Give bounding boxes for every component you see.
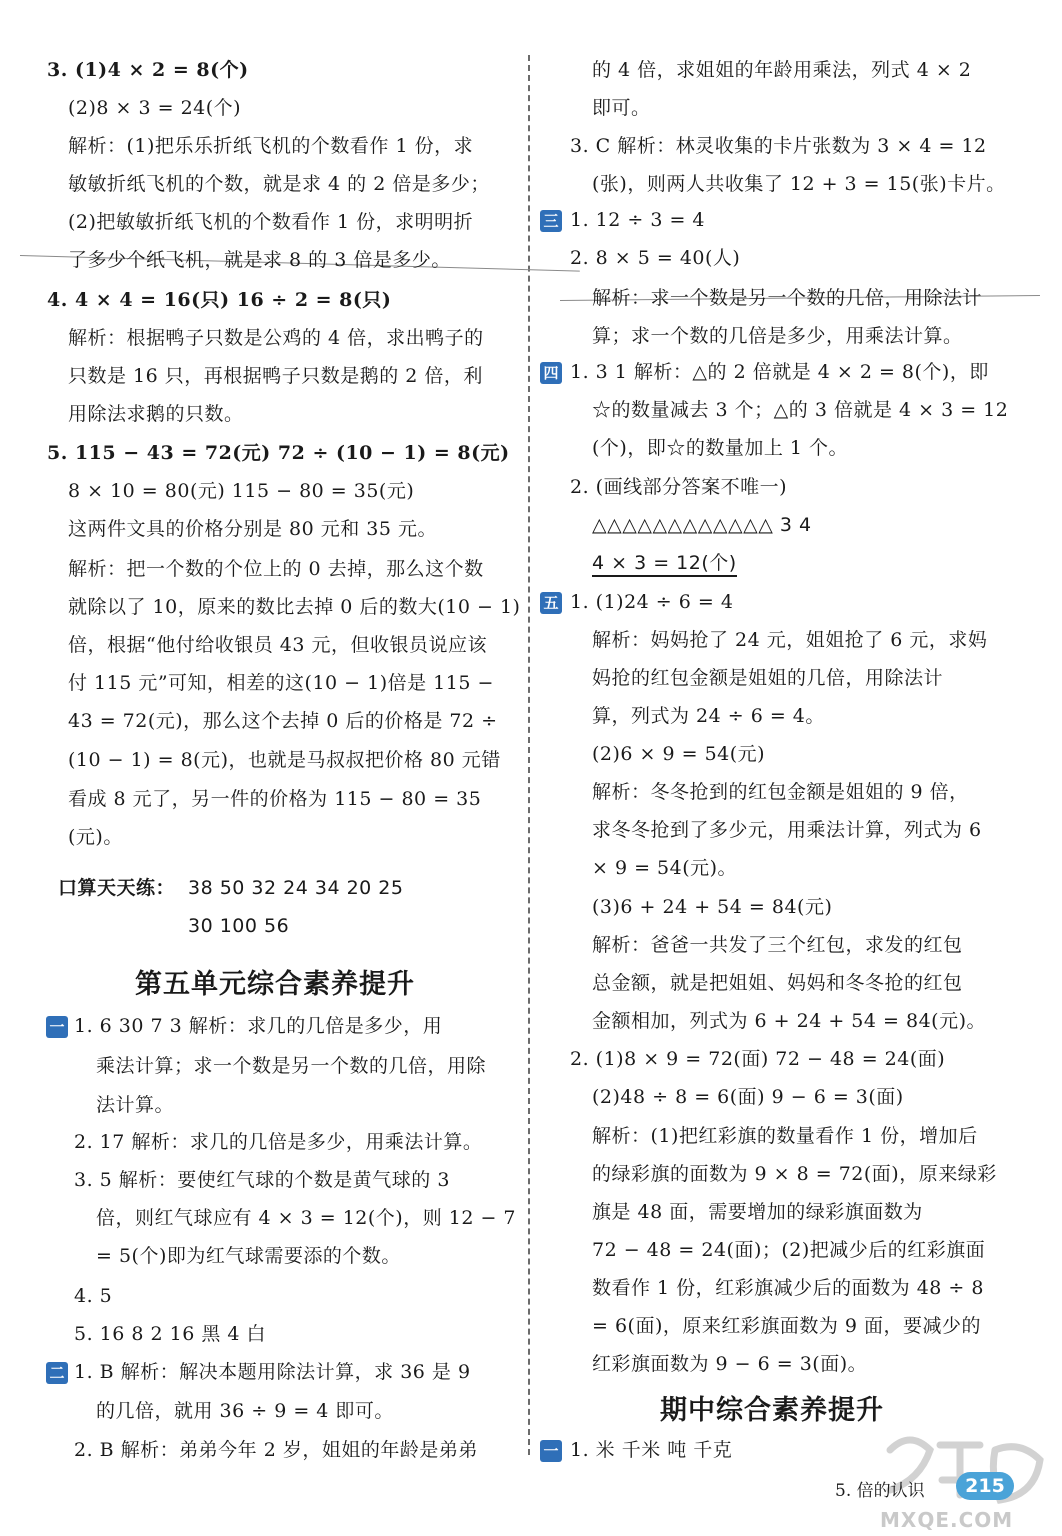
analysis-line: 的几倍，就用 36 ÷ 9 = 4 即可。 xyxy=(96,1400,394,1422)
analysis-line: 了多少个纸飞机，就是求 8 的 3 倍是多少。 xyxy=(68,249,451,271)
analysis-line: 的绿彩旗的面数为 9 × 8 = 72(面)，原来绿彩 xyxy=(592,1163,997,1185)
answer-line: (2)6 × 9 = 54(元) xyxy=(592,743,766,765)
answer-line: 5. 115 − 43 = 72(元) 72 ÷ (10 − 1) = 8(元) xyxy=(47,442,510,464)
analysis-line: (个)，即☆的数量加上 1 个。 xyxy=(592,437,848,459)
triangle-row: △△△△△△△△△△△△ 3 4 xyxy=(592,514,812,536)
analysis-line: 妈抢的红包金额是姐姐的几倍，用除法计 xyxy=(592,667,944,689)
analysis-line: 求冬冬抢到了多少元，用乘法计算，列式为 6 xyxy=(592,819,982,841)
answer-line: 1. 12 ÷ 3 = 4 xyxy=(570,209,706,231)
section-heading: 期中综合素养提升 xyxy=(660,1395,884,1426)
analysis-line: 金额相加，列式为 6 + 24 + 54 = 84(元)。 xyxy=(592,1010,986,1032)
analysis-line: 的 4 倍，求姐姐的年龄用乘法，列式 4 × 2 xyxy=(592,59,972,81)
answer-line: 这两件文具的价格分别是 80 元和 35 元。 xyxy=(68,518,438,540)
section-badge: 五 xyxy=(540,592,562,614)
analysis-line: 43 = 72(元)，那么这个去掉 0 后的价格是 72 ÷ xyxy=(68,710,498,732)
answer-line: 4. 4 × 4 = 16(只) 16 ÷ 2 = 8(只) xyxy=(47,289,392,311)
analysis-line: 就除以了 10，原来的数比去掉 0 后的数大(10 − 1) xyxy=(68,596,521,618)
underlined-answer-text: 4 × 3 = 12(个) xyxy=(592,552,737,577)
analysis-line: 付 115 元”可知，相差的这(10 − 1)倍是 115 − xyxy=(68,672,494,694)
analysis-line: (10 − 1) = 8(元)，也就是马叔叔把价格 80 元错 xyxy=(68,749,501,771)
answer-line: 2. 17 解析：求几的几倍是多少，用乘法计算。 xyxy=(74,1131,483,1153)
analysis-line: 乘法计算；求一个数是另一个数的几倍，用除 xyxy=(96,1055,487,1077)
underlined-answer xyxy=(592,551,737,575)
analysis-line: 数看作 1 份，红彩旗减少后的面数为 48 ÷ 8 xyxy=(592,1277,984,1299)
answer-line: 2. (画线部分答案不唯一) xyxy=(570,476,787,498)
answer-line: 8 × 10 = 80(元) 115 − 80 = 35(元) xyxy=(68,480,415,502)
analysis-line: 算，列式为 24 ÷ 6 = 4。 xyxy=(592,705,825,727)
answer-line: 3. C 解析：林灵收集的卡片张数为 3 × 4 = 12 xyxy=(570,135,987,157)
analysis-line: 解析：冬冬抢到的红包金额是姐姐的 9 倍， xyxy=(592,781,969,803)
analysis-line: 敏敏折纸飞机的个数，就是求 4 的 2 倍是多少； xyxy=(68,173,490,195)
answer-line: 1. 米 千米 吨 千克 xyxy=(570,1439,733,1461)
section-badge: 一 xyxy=(540,1440,562,1462)
analysis-line: 看成 8 元了，另一件的价格为 115 − 80 = 35 xyxy=(68,788,482,810)
answer-line: 1. 3 1 解析：△的 2 倍就是 4 × 2 = 8(个)，即 xyxy=(570,361,989,383)
answer-line: 5. 16 8 2 16 黑 4 白 xyxy=(74,1323,267,1345)
analysis-line: (元)。 xyxy=(68,826,123,848)
analysis-line: 红彩旗面数为 9 − 6 = 3(面)。 xyxy=(592,1353,868,1375)
section-badge: 三 xyxy=(540,210,562,232)
analysis-line: 即可。 xyxy=(592,97,651,119)
analysis-line: 旗是 48 面，需要增加的绿彩旗面数为 xyxy=(592,1201,923,1223)
kousuan-label: 口算天天练： xyxy=(58,877,176,899)
analysis-line: 法计算。 xyxy=(96,1094,175,1116)
analysis-line: (2)把敏敏折纸飞机的个数看作 1 份，求明明折 xyxy=(68,211,474,233)
kousuan-row: 38 50 32 24 34 20 25 xyxy=(188,877,404,899)
section-badge: 四 xyxy=(540,362,562,384)
answer-line: 2. B 解析：弟弟今年 2 岁，姐姐的年龄是弟弟 xyxy=(74,1439,478,1461)
watermark-text: MXQE.COM xyxy=(880,1508,1014,1532)
column-divider xyxy=(528,55,530,1455)
answer-line: 2. 8 × 5 = 40(人) xyxy=(570,247,741,269)
answer-line: 4. 5 xyxy=(74,1285,113,1307)
analysis-line: 倍，则红气球应有 4 × 3 = 12(个)，则 12 − 7 xyxy=(96,1207,517,1229)
chapter-title: 5. 倍的认识 xyxy=(835,1481,925,1501)
analysis-line: 解析：根据鸭子只数是公鸡的 4 倍，求出鸭子的 xyxy=(68,327,484,349)
answer-line: 1. (1)24 ÷ 6 = 4 xyxy=(570,591,734,613)
analysis-line: 解析：爸爸一共发了三个红包，求发的红包 xyxy=(592,934,963,956)
section-badge: 二 xyxy=(46,1362,68,1384)
section-badge: 一 xyxy=(46,1016,68,1038)
answer-line: (2)8 × 3 = 24(个) xyxy=(68,97,242,119)
analysis-line: 解析：妈妈抢了 24 元，姐姐抢了 6 元，求妈 xyxy=(592,629,988,651)
analysis-line: 解析：求一个数是另一个数的几倍，用除法计 xyxy=(592,287,983,309)
analysis-line: 倍，根据“他付给收银员 43 元，但收银员说应该 xyxy=(68,634,487,656)
analysis-line: 解析：把一个数的个位上的 0 去掉，那么这个数 xyxy=(68,558,484,580)
analysis-line: 用除法求鹅的只数。 xyxy=(68,403,244,425)
analysis-line: = 5(个)即为红气球需要添的个数。 xyxy=(96,1245,401,1267)
analysis-line: ☆的数量减去 3 个；△的 3 倍就是 4 × 3 = 12 xyxy=(592,399,1009,421)
page-number: 215 xyxy=(956,1472,1014,1500)
kousuan-row: 30 100 56 xyxy=(188,915,290,937)
answer-line: 1. 6 30 7 3 解析：求几的几倍是多少，用 xyxy=(74,1015,443,1037)
analysis-line: 只数是 16 只，再根据鸭子只数是鹅的 2 倍，利 xyxy=(68,365,483,387)
analysis-line: 总金额，就是把姐姐、妈妈和冬冬抢的红包 xyxy=(592,972,963,994)
answer-line: (2)48 ÷ 8 = 6(面) 9 − 6 = 3(面) xyxy=(592,1086,904,1108)
section-heading: 第五单元综合素养提升 xyxy=(135,969,415,1000)
answer-line: 3. (1)4 × 2 = 8(个) xyxy=(47,59,249,81)
answer-line: 3. 5 解析：要使红气球的个数是黄气球的 3 xyxy=(74,1169,450,1191)
analysis-line: × 9 = 54(元)。 xyxy=(592,857,738,879)
answer-line: (3)6 + 24 + 54 = 84(元) xyxy=(592,896,833,918)
analysis-line: 解析：(1)把红彩旗的数量看作 1 份，增加后 xyxy=(592,1125,978,1147)
analysis-line: 72 − 48 = 24(面)；(2)把减少后的红彩旗面 xyxy=(592,1239,986,1261)
analysis-line: 解析：(1)把乐乐折纸飞机的个数看作 1 份，求 xyxy=(68,135,474,157)
analysis-line: = 6(面)，原来红彩旗面数为 9 面，要减少的 xyxy=(592,1315,982,1337)
analysis-line: 算；求一个数的几倍是多少，用乘法计算。 xyxy=(592,325,963,347)
analysis-line: (张)，则两人共收集了 12 + 3 = 15(张)卡片。 xyxy=(592,173,1006,195)
answer-line: 2. (1)8 × 9 = 72(面) 72 − 48 = 24(面) xyxy=(570,1048,946,1070)
answer-line: 1. B 解析：解决本题用除法计算，求 36 是 9 xyxy=(74,1361,471,1383)
